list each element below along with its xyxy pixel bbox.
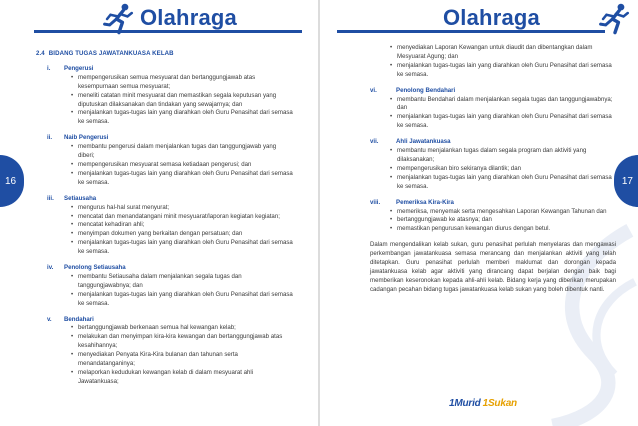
roman-numeral: ii. [47, 134, 53, 142]
list-item: • menjalankan tugas-tugas lain yang diarahkan oleh Guru Penasihat dari semasa ke semasa. [71, 170, 294, 188]
bullet-list [71, 143, 294, 188]
list-item: • membantu Bendahari dalam menjalankan segala tugas dan tanggungjawabnya; dan [390, 96, 616, 114]
list-item: • menyediakan Laporan Kewangan untuk diaudit dan dibentangkan dalam Mesyuarat Agung; dan [390, 44, 616, 62]
roman-numeral: vii. [370, 138, 379, 146]
subsection-title-text: Penolong Setiausaha [64, 264, 126, 272]
bullet-list [71, 324, 294, 386]
list-item: • memeriksa, menyemak serta mengesahkan Laporan Kewangan Tahunan dan [390, 208, 616, 217]
subsection-penolong-setiausaha [36, 264, 294, 309]
subsection-setiausaha [36, 195, 294, 257]
subsection-title-text: Pengerusi [64, 64, 94, 72]
right-content [370, 44, 616, 295]
list-item: • melakukan dan menyimpan kira-kira kewangan dan bertanggungjawab atas kesahihannya; [71, 333, 294, 351]
list-item: • melaporkan kedudukan kewangan kelab di dalam mesyuarat ahli Jawatankuasa; [71, 369, 294, 387]
list-item: • menjalankan tugas-tugas lain yang diarahkan oleh Guru Penasihat dari semasa ke semasa. [71, 291, 294, 309]
list-item: • membantu Setiausaha dalam menjalankan segala tugas dan tanggungjawabnya; dan [71, 273, 294, 291]
list-item: • bertanggungjawab ke atasnya; dan [390, 216, 616, 225]
list-item: • menjalankan tugas-tugas lain yang diarahkan oleh Guru Penasihat dari semasa ke semasa. [390, 62, 616, 80]
logo-part-2: 1Sukan [482, 398, 517, 409]
list-item: • mempengerusikan biro sekiranya dilantik; dan [390, 165, 616, 174]
roman-numeral: vi. [370, 86, 377, 94]
roman-numeral: i. [47, 64, 51, 72]
bullet-list [390, 208, 616, 235]
list-item: • menyediakan Penyata Kira-Kira bulanan dan tahunan serta menandatanganinya; [71, 351, 294, 369]
subsection-title [47, 316, 294, 325]
subsection-ahli-jawatankuasa [370, 138, 616, 191]
page-number-tab [0, 155, 24, 207]
page-title: Olahraga [443, 5, 540, 30]
section-number: 2.4 [36, 50, 45, 57]
bullet-list [71, 204, 294, 257]
subsection-title [47, 195, 294, 204]
logo-part-1: 1Murid [449, 398, 481, 409]
list-item: • meneliti catatan minit mesyuarat dan memastikan segala keputusan yang diputuskan dilaksanakan dan tindakan yang sewajarnya; dan [71, 92, 294, 110]
subsection-title-text: Setiausaha [64, 194, 97, 202]
subsection-title-text: Bendahari [64, 315, 94, 323]
bullet-list [390, 44, 616, 80]
list-item: • mengurus hal-hal surat menyurat; [71, 204, 294, 213]
subsection-title [47, 134, 294, 143]
subsection-title [47, 264, 294, 273]
roman-numeral: iii. [47, 194, 54, 202]
subsection-title-text: Penolong Bendahari [396, 86, 456, 94]
roman-numeral: v. [47, 315, 52, 323]
list-item: • mempengerusikan mesyuarat semasa ketiadaan pengerusi; dan [71, 161, 294, 170]
roman-numeral: viii. [370, 198, 381, 206]
subsection-bendahari [36, 316, 294, 387]
subsection-pengerusi [36, 65, 294, 127]
list-item: • menyimpan dokumen yang berkaitan dengan persatuan; dan [71, 230, 294, 239]
subsection-title-text: Pemeriksa Kira-Kira [396, 198, 454, 206]
body-paragraph: Dalam mengendalikan kelab sukan, guru penasihat perlulah menyelaras dan mengawasi perkembangan jawatankuasa semasa merancang dan menjalankan aktiviti yang telah ditetapkan. Guru penasihat perlulah memberi maklumat dan dorongan kepada jawatankuasa kelab agar aktiviti yang dirancang dapat berjalan dengan baik bagi memberikan keseronokan kepada ahli-ahli kelab. Bidang kerja yang diberikan merupakan cadangan pecahan bidang tugas jawatankuasa kelab sukan yang boleh dibentuk nanti. [370, 241, 616, 293]
bullet-list [390, 96, 616, 132]
list-item: • menjalankan tugas-tugas lain yang diarahkan oleh Guru Penasihat dari semasa ke semasa. [390, 174, 616, 192]
header-rule [337, 30, 605, 33]
subsection-penolong-bendahari [370, 87, 616, 132]
section-title: BIDANG TUGAS JAWATANKUASA KELAB [48, 50, 174, 57]
subsection-title-text: Naib Pengerusi [64, 134, 109, 142]
page-number-tab [614, 155, 638, 207]
bullet-list [71, 74, 294, 127]
list-item: • membantu menjalankan tugas dalam segala program dan aktiviti yang dilaksanakan; [390, 147, 616, 165]
header-rule [34, 30, 302, 33]
subsection-title [370, 199, 616, 208]
page-title: Olahraga [140, 5, 237, 30]
subsection-title-text: Ahli Jawatankuasa [396, 138, 451, 146]
bullet-list [390, 147, 616, 192]
list-item: • mencatat dan menandatangani minit mesyuarat/laporan kegiatan kegiatan; [71, 213, 294, 222]
roman-numeral: iv. [47, 264, 54, 272]
subsection-title [370, 87, 616, 96]
page-number: 17 [621, 175, 633, 187]
subsection-pemeriksa-kira-kira [370, 199, 616, 235]
list-item: • menjalankan tugas-tugas lain yang diarahkan oleh Guru Penasihat dari semasa ke semasa. [71, 239, 294, 257]
subsection-title [370, 138, 616, 147]
list-item: • menjalankan tugas-tugas lain yang diarahkan oleh Guru Penasihat dari semasa ke semasa. [390, 113, 616, 131]
right-page [319, 0, 638, 426]
list-item: • membantu pengerusi dalam menjalankan tugas dan tanggungjawab yang diberi; [71, 143, 294, 161]
subsection-naib-pengerusi [36, 134, 294, 187]
list-item: • mempengerusikan semua mesyuarat dan bertanggungjawab atas kesempurnaan semua mesyuarat; [71, 74, 294, 92]
subsection-title [47, 65, 294, 74]
list-item: • memastikan pengurusan kewangan diurus dengan betul. [390, 225, 616, 234]
1murid-1sukan-logo [449, 398, 517, 409]
page-number: 16 [5, 175, 17, 187]
section-heading [36, 50, 294, 59]
bullet-list [71, 273, 294, 309]
list-item: • mencatat kehadiran ahli; [71, 221, 294, 230]
list-item: • menjalankan tugas-tugas lain yang diarahkan oleh Guru Penasihat dari semasa ke semasa. [71, 109, 294, 127]
list-item: • bertanggungjawab berkenaan semua hal kewangan kelab; [71, 324, 294, 333]
left-content [36, 50, 294, 394]
